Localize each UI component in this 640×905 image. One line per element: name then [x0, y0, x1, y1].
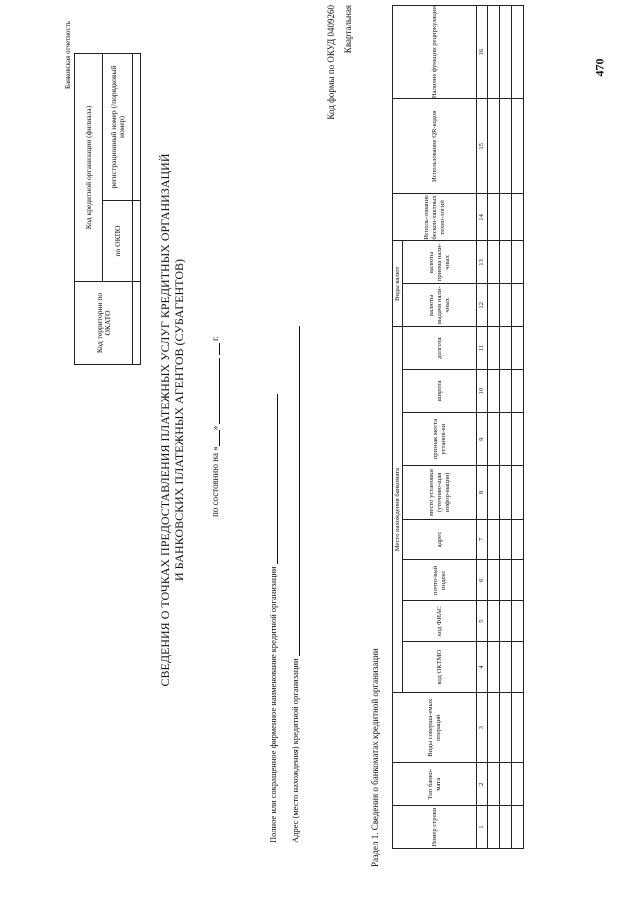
th-latitude: широта — [403, 370, 477, 413]
col-number: 6 — [477, 560, 488, 601]
th-oktmo: код ОКТМО — [403, 641, 477, 692]
column-number-row — [477, 6, 488, 849]
th-postcode: почто-вый индекс — [403, 560, 477, 601]
reg-number-label: регистрационный номер (/порядковый номер) — [103, 54, 133, 201]
col-number: 3 — [477, 693, 488, 763]
section1-title: Раздел 1. Сведения о банкоматах кредитной организации — [370, 648, 380, 867]
th-fias: код ФИАС — [403, 601, 477, 642]
col-number: 2 — [477, 763, 488, 806]
org-address-label: Адрес (место нахождения) кредитной организации — [290, 658, 300, 843]
page-number: 470 — [592, 58, 607, 77]
table-row — [500, 6, 512, 849]
col-number: 11 — [477, 327, 488, 370]
col-number: 7 — [477, 519, 488, 560]
credit-org-code-label: Код кредитной организации (филиала) — [75, 54, 103, 282]
col-number: 4 — [477, 641, 488, 692]
th-group-location: Место нахождения банкомата — [393, 327, 403, 693]
table-row — [512, 6, 524, 849]
th-currency-in: валюты приема нали-чных — [403, 241, 477, 284]
table-row — [488, 6, 500, 849]
col-number: 9 — [477, 412, 488, 465]
th-contactless: Исполь-зование бескон-тактных техно-логий — [393, 194, 477, 241]
atm-table — [392, 5, 524, 849]
org-address-line — [290, 163, 300, 843]
okato-code-label: Код территории по ОКАТО — [75, 282, 133, 365]
header-codes-table — [74, 53, 141, 365]
th-address: адрес — [403, 519, 477, 560]
okud-code: Код формы по ОКУД 0409260 — [326, 5, 336, 120]
th-group-currency: Виды валют — [393, 241, 403, 327]
col-number: 8 — [477, 466, 488, 519]
date-line: по состоянию на «» г. — [210, 336, 220, 517]
reporting-label: Банковская отчетность — [64, 20, 72, 90]
col-number: 16 — [477, 6, 488, 99]
th-operations: Виды соверша-емых операций — [393, 693, 477, 763]
org-name-label: Полное или сокращенное фирменное наименование кредитной организации — [268, 566, 278, 843]
th-row-number: Номер строки — [393, 806, 477, 849]
col-number: 1 — [477, 806, 488, 849]
year-field[interactable] — [219, 343, 220, 355]
col-number: 15 — [477, 99, 488, 194]
th-longitude: долгота — [403, 327, 477, 370]
org-name-line — [268, 163, 278, 843]
th-atm-type: Тип банко-мата — [393, 763, 477, 806]
col-number: 12 — [477, 284, 488, 327]
th-qr: Использование QR-кодов — [393, 99, 477, 194]
day-field[interactable] — [219, 430, 220, 446]
th-placement: место установки (уточняю-щая инфор-мация) — [403, 466, 477, 519]
th-recycling: Наличие функции рециркуляции — [393, 6, 477, 99]
th-place-type: признак места установ-ки — [403, 412, 477, 465]
col-number: 13 — [477, 241, 488, 284]
org-address-field[interactable] — [299, 326, 300, 656]
col-number: 14 — [477, 194, 488, 241]
th-currency-out: валюты выдачи нали-чных — [403, 284, 477, 327]
page-title — [158, 150, 186, 690]
okpo-label: по ОКПО — [103, 201, 133, 282]
month-field[interactable] — [219, 358, 220, 424]
org-name-field[interactable] — [277, 394, 278, 564]
col-number: 10 — [477, 370, 488, 413]
col-number: 5 — [477, 601, 488, 642]
report-period: Квартальная — [343, 5, 353, 54]
title-line-2: И БАНКОВСКИХ ПЛАТЕЖНЫХ АГЕНТОВ (СУБАГЕНТОВ) — [172, 258, 186, 582]
title-line-1: СВЕДЕНИЯ О ТОЧКАХ ПРЕДОСТАВЛЕНИЯ ПЛАТЕЖНЫХ УСЛУГ КРЕДИТНЫХ ОРГАНИЗАЦИЙ — [158, 153, 172, 687]
